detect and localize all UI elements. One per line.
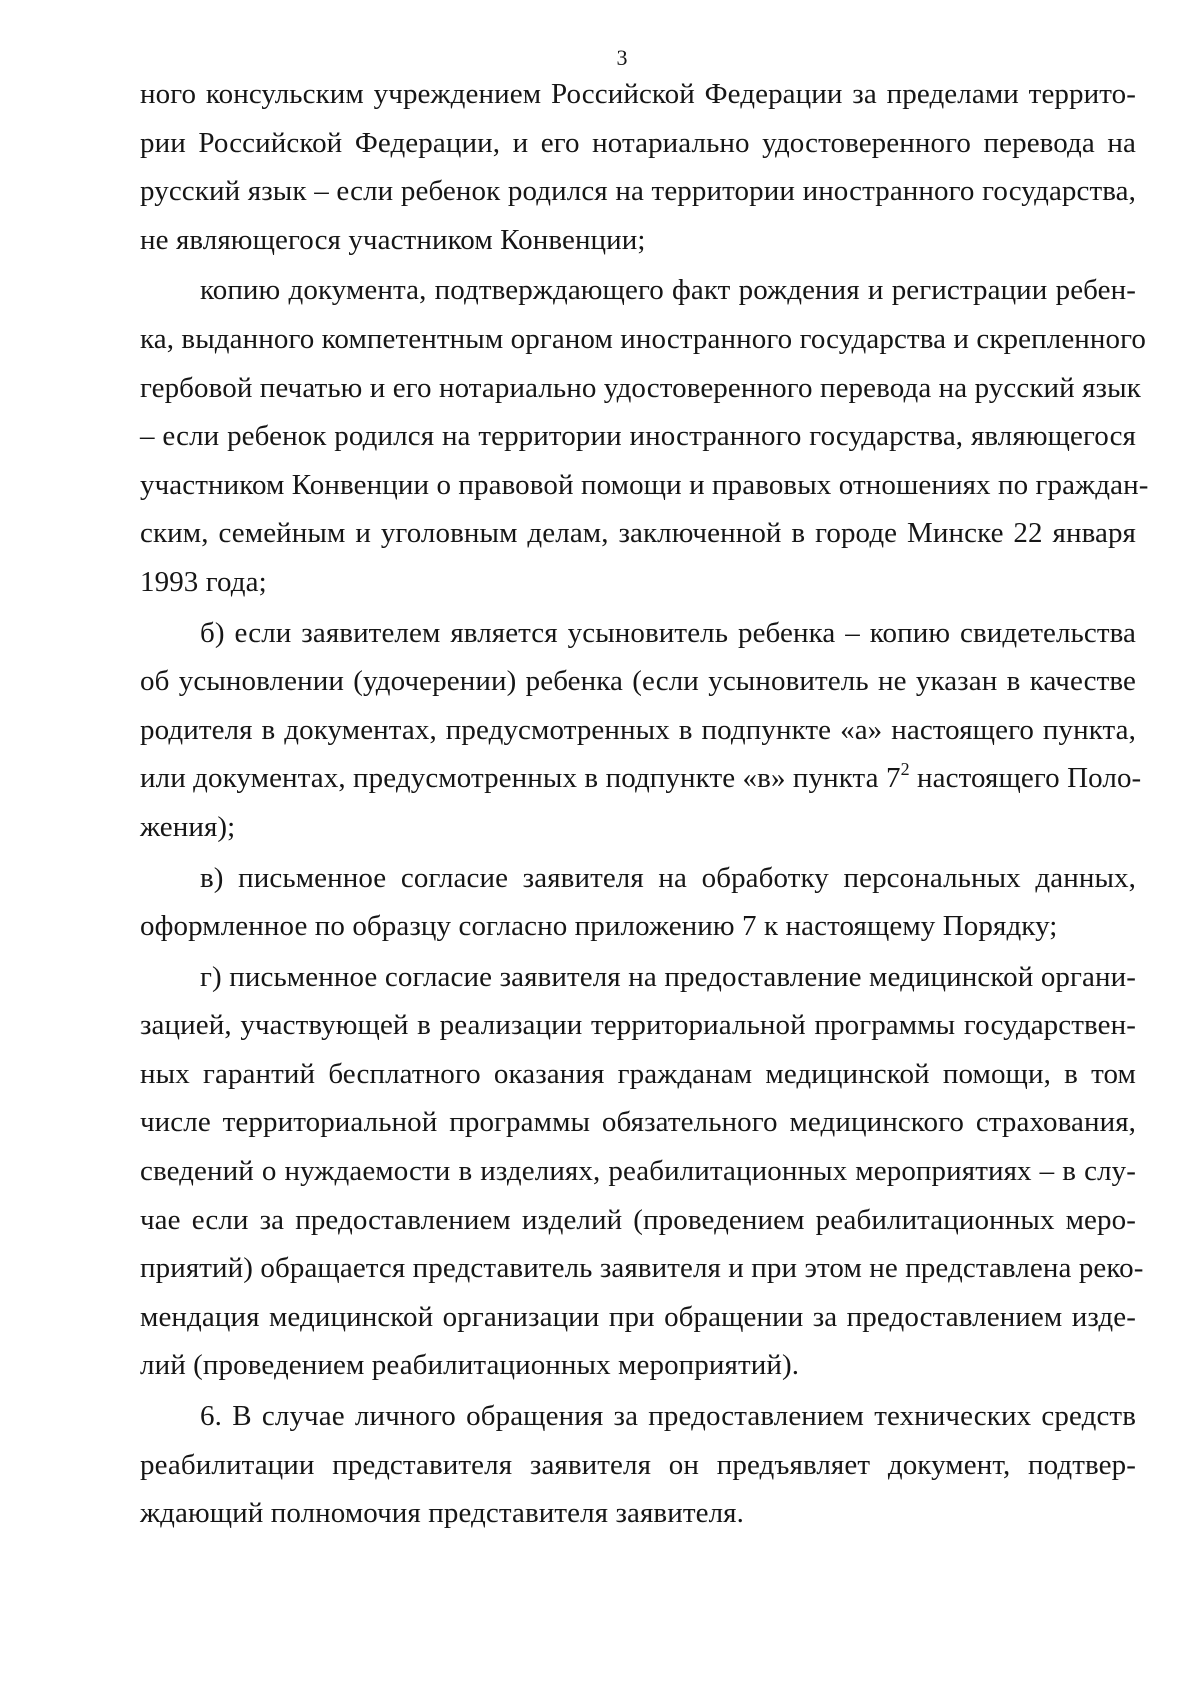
text-line: об усыновлении (удочерении) ребенка (если усыновитель не указан в качестве xyxy=(140,665,1136,698)
text-line: числе территориальной программы обязательного медицинского страхования, xyxy=(140,1106,1136,1139)
text-segment: или документах, предусмотренных в подпункте «в» пункта 7 xyxy=(140,762,901,795)
paragraph-item-6 xyxy=(140,1392,1136,1538)
superscript: 2 xyxy=(900,759,910,780)
text-line: участником Конвенции о правовой помощи и правовых отношениях по граждан- xyxy=(140,468,1149,501)
text-line: копию документа, подтверждающего факт рождения и регистрации ребен- xyxy=(200,274,1136,307)
paragraph-item-v xyxy=(140,854,1136,951)
text-segment: настоящего Поло- xyxy=(909,762,1142,795)
text-line: ским, семейным и уголовным делам, заключенной в городе Минске 22 января xyxy=(140,517,1136,550)
text-line: чае если за предоставлением изделий (проведением реабилитационных меро- xyxy=(140,1203,1136,1236)
text-line: в) письменное согласие заявителя на обработку персональных данных, xyxy=(200,861,1136,894)
text-line: сведений о нуждаемости в изделиях, реабилитационных мероприятиях – в слу- xyxy=(140,1155,1136,1188)
text-line: 6. В случае личного обращения за предоставлением технических средств xyxy=(200,1400,1136,1433)
text-line: русский язык – если ребенок родился на территории иностранного государства, xyxy=(140,175,1136,208)
text-line: ждающий полномочия представителя заявителя. xyxy=(140,1497,744,1530)
page-number: 3 xyxy=(616,45,628,70)
text-line: ных гарантий бесплатного оказания гражданам медицинской помощи, в том xyxy=(140,1057,1136,1090)
text-line: рии Российской Федерации, и его нотариально удостоверенного перевода на xyxy=(140,126,1136,159)
text-line: 1993 года; xyxy=(140,565,267,598)
text-line: реабилитации представителя заявителя он предъявляет документ, подтвер- xyxy=(140,1448,1136,1481)
paragraph-item-g xyxy=(140,953,1144,1390)
body-text xyxy=(140,70,1149,1538)
text-line: мендация медицинской организации при обращении за предоставлением изде- xyxy=(140,1300,1136,1333)
text-line: приятий) обращается представитель заявителя и при этом не представлена реко- xyxy=(140,1252,1144,1285)
text-line: оформленное по образцу согласно приложению 7 к настоящему Порядку; xyxy=(140,910,1058,943)
text-line-with-superscript xyxy=(140,754,1142,803)
text-line: лий (проведением реабилитационных мероприятий). xyxy=(140,1349,800,1382)
text-line: б) если заявителем является усыновитель ребенка – копию свидетельства xyxy=(200,616,1136,649)
text-line: г) письменное согласие заявителя на предоставление медицинской органи- xyxy=(200,960,1136,993)
paragraph-continuation xyxy=(140,70,1136,264)
paragraph-birth-document xyxy=(140,266,1149,606)
text-line: гербовой печатью и его нотариально удостоверенного перевода на русский язык xyxy=(140,371,1141,404)
text-line: жения); xyxy=(140,810,236,843)
text-line: ка, выданного компетентным органом иностранного государства и скрепленного xyxy=(140,322,1147,355)
text-line: не являющегося участником Конвенции; xyxy=(140,223,646,256)
text-line: родителя в документах, предусмотренных в подпункте «а» настоящего пункта, xyxy=(140,713,1136,746)
text-line: – если ребенок родился на территории иностранного государства, являющегося xyxy=(140,420,1136,453)
text-line: ного консульским учреждением Российской Федерации за пределами террито- xyxy=(140,78,1136,110)
text-line: зацией, участвующей в реализации территориальной программы государствен- xyxy=(140,1009,1136,1042)
paragraph-item-b xyxy=(140,609,1142,852)
